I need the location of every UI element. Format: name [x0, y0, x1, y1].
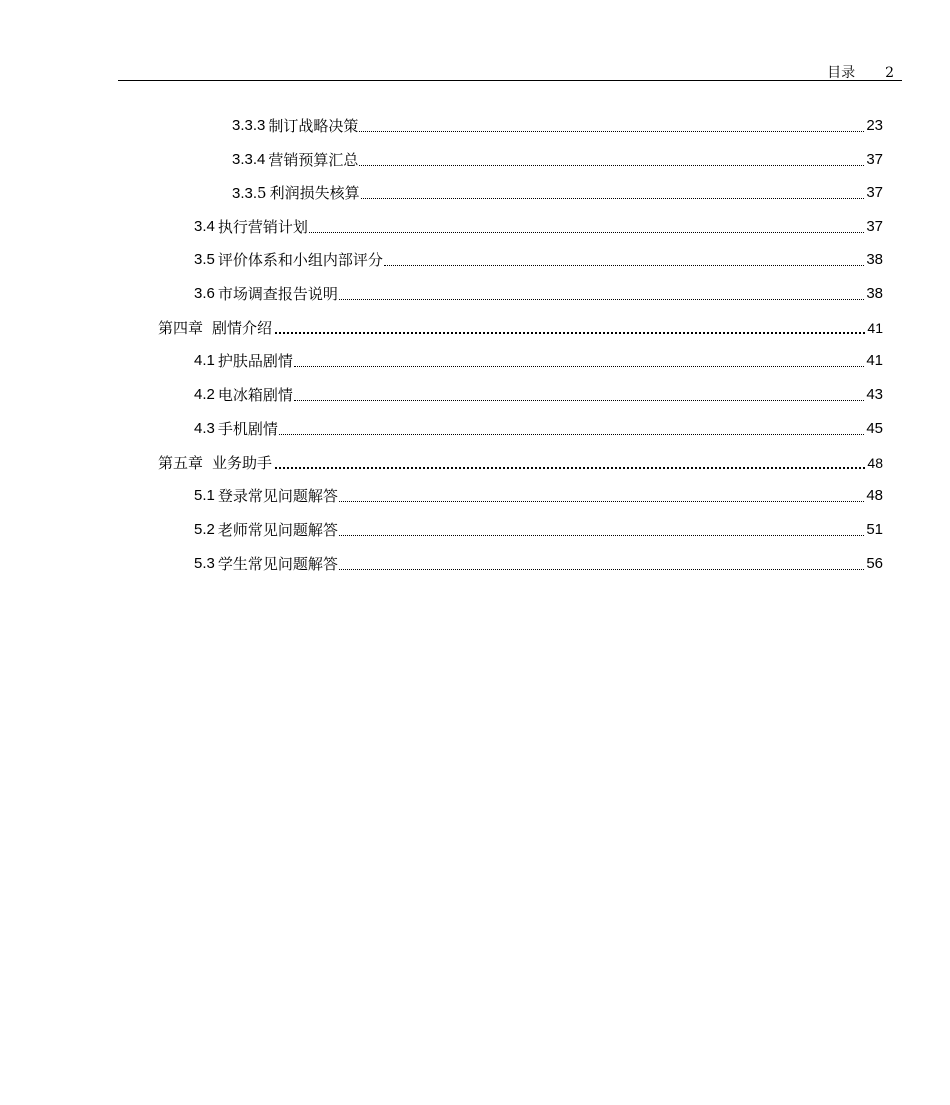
toc-entry-number: 3.4: [194, 218, 215, 235]
toc-dot-leader: [339, 549, 864, 579]
toc-chapter-entry[interactable]: [158, 448, 883, 478]
toc-entry[interactable]: [194, 414, 883, 444]
toc-entry-number: [232, 178, 267, 209]
toc-dot-leader: [294, 346, 864, 376]
toc-entry-title: 利润损失核算: [269, 184, 360, 202]
toc-entry-number: 3.3.3: [232, 117, 266, 134]
toc-entry-page: 45: [866, 420, 883, 437]
toc-entry-number-suffix: 5: [257, 183, 267, 202]
toc-entry-page: 43: [866, 386, 883, 403]
toc-entry-page: 38: [866, 251, 883, 268]
toc-dot-leader: [339, 515, 864, 545]
toc-entry-number: 4.1: [194, 352, 215, 369]
toc-entry-page: 48: [867, 455, 883, 471]
toc-entry-page: 37: [866, 184, 883, 201]
toc-entry-title: 营销预算汇总: [268, 151, 359, 169]
toc-entry-page: 38: [866, 285, 883, 302]
toc-entry[interactable]: [194, 515, 883, 545]
toc-entry[interactable]: [194, 549, 883, 579]
toc-entry-title: 评价体系和小组内部评分: [217, 251, 383, 269]
toc-dot-leader: [361, 178, 865, 208]
toc-chapter-entry[interactable]: [158, 313, 883, 343]
toc-dot-leader: [275, 313, 865, 343]
toc-entry-title: 老师常见问题解答: [217, 521, 338, 539]
toc-entry[interactable]: [194, 212, 883, 242]
toc-dot-leader: [309, 212, 864, 242]
toc-entry[interactable]: [232, 178, 883, 208]
toc-dot-leader: [339, 481, 864, 511]
toc-chapter-label: 第四章: [158, 319, 204, 337]
toc-dot-leader: [339, 279, 864, 309]
toc-dot-leader: [359, 145, 864, 175]
toc-entry-title: 执行营销计划: [217, 218, 308, 236]
toc-entry-page: 56: [866, 555, 883, 572]
toc-entry[interactable]: [194, 245, 883, 275]
header-text: [827, 62, 894, 82]
toc-entry-title: 制订战略决策: [268, 117, 359, 135]
toc-entry-title: 学生常见问题解答: [217, 555, 338, 573]
page-header: [118, 60, 902, 81]
toc-chapter-title: 剧情介绍: [212, 319, 273, 337]
toc-dot-leader: [275, 448, 865, 478]
toc-entry-number: 5.1: [194, 487, 215, 504]
toc-entry-number: 4.3: [194, 420, 215, 437]
toc-entry[interactable]: [232, 145, 883, 175]
toc-entry-page: 23: [866, 117, 883, 134]
toc-entry-number: 3.5: [194, 251, 215, 268]
toc-entry-page: 51: [866, 521, 883, 538]
toc-entry-title: 登录常见问题解答: [217, 487, 338, 505]
header-page-number: 2: [885, 65, 894, 81]
header-section-title: 目录: [827, 65, 856, 81]
toc-dot-leader: [294, 380, 864, 410]
toc-entry-page: 41: [867, 320, 883, 336]
toc-entry[interactable]: [194, 279, 883, 309]
toc-entry-page: 41: [866, 352, 883, 369]
toc-chapter-title: 业务助手: [212, 454, 273, 472]
toc-entry-number: 5.3: [194, 555, 215, 572]
toc-dot-leader: [384, 245, 864, 275]
toc-chapter-label: 第五章: [158, 454, 204, 472]
toc-entry-page: 37: [866, 151, 883, 168]
toc-dot-leader: [359, 111, 864, 141]
toc-entry[interactable]: [232, 111, 883, 141]
toc-dot-leader: [279, 414, 864, 444]
toc-entry-number: 3.6: [194, 285, 215, 302]
toc-entry-number: 3.3.4: [232, 151, 266, 168]
toc-entry[interactable]: [194, 380, 883, 410]
toc-entry-title: 护肤品剧情: [217, 352, 293, 370]
toc-entry-number-prefix: 3.3.: [232, 184, 258, 202]
toc-entry-title: 电冰箱剧情: [217, 386, 293, 404]
toc-entry-number: 5.2: [194, 521, 215, 538]
toc-entry[interactable]: [194, 481, 883, 511]
toc-entry-title: 市场调查报告说明: [217, 285, 338, 303]
toc-entry-page: 48: [866, 487, 883, 504]
toc-entry-page: 37: [866, 218, 883, 235]
toc-entry[interactable]: [194, 346, 883, 376]
toc-entry-number: 4.2: [194, 386, 215, 403]
toc-entry-title: 手机剧情: [217, 420, 278, 438]
